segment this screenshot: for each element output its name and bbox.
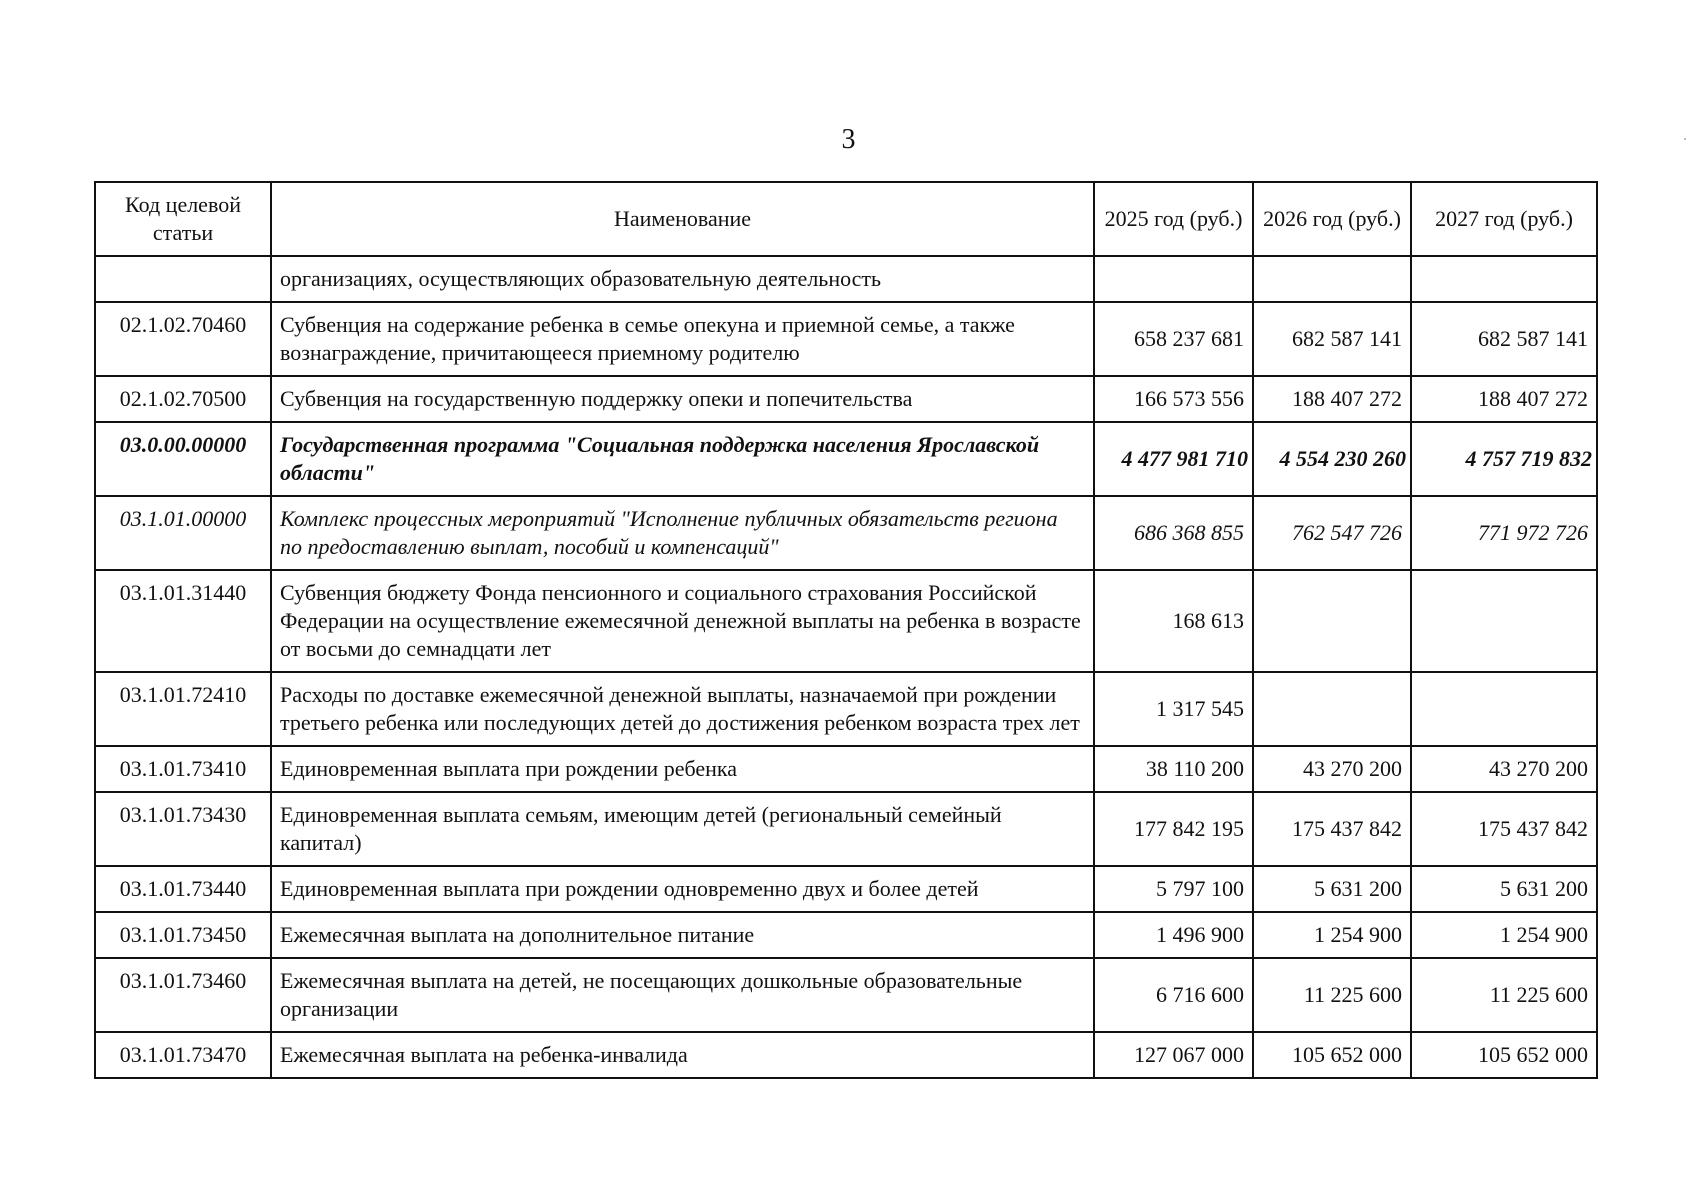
- row-value-2027: 4 757 719 832: [1411, 422, 1597, 496]
- row-name: Субвенция на государственную поддержку опеки и попечительства: [271, 376, 1094, 422]
- row-name: Государственная программа "Социальная поддержка населения Ярославской области": [271, 422, 1094, 496]
- row-value-2027: 105 652 000: [1411, 1032, 1597, 1078]
- row-code: 03.1.01.73430: [95, 792, 271, 866]
- row-value-2026: 43 270 200: [1253, 746, 1411, 792]
- row-value-2026: 5 631 200: [1253, 866, 1411, 912]
- row-value-2026: 4 554 230 260: [1253, 422, 1411, 496]
- table-row: [95, 496, 1597, 570]
- row-name: Субвенция на содержание ребенка в семье опекуна и приемной семье, а также вознаграждение, причитающееся приемному родителю: [271, 302, 1094, 376]
- row-value-2026: 762 547 726: [1253, 496, 1411, 570]
- header-2026: 2026 год (руб.): [1253, 182, 1411, 256]
- row-code: [95, 256, 271, 302]
- header-2027: 2027 год (руб.): [1411, 182, 1597, 256]
- row-value-2025: 1 317 545: [1094, 672, 1253, 746]
- header-2025: 2025 год (руб.): [1094, 182, 1253, 256]
- row-code: 03.1.01.00000: [95, 496, 271, 570]
- row-name: Ежемесячная выплата на детей, не посещающих дошкольные образовательные организации: [271, 958, 1094, 1032]
- row-value-2026: [1253, 256, 1411, 302]
- table-row: [95, 422, 1597, 496]
- row-code: 02.1.02.70500: [95, 376, 271, 422]
- row-value-2026: 682 587 141: [1253, 302, 1411, 376]
- row-name: Субвенция бюджету Фонда пенсионного и социального страхования Российской Федерации на осуществление ежемесячной денежной выплаты на ребенка в возрасте от восьми до семнадцати лет: [271, 570, 1094, 672]
- row-value-2026: [1253, 570, 1411, 672]
- row-name: Единовременная выплата при рождении одновременно двух и более детей: [271, 866, 1094, 912]
- row-code: 03.1.01.73440: [95, 866, 271, 912]
- row-value-2027: 11 225 600: [1411, 958, 1597, 1032]
- row-value-2026: 11 225 600: [1253, 958, 1411, 1032]
- row-value-2025: 177 842 195: [1094, 792, 1253, 866]
- header-code: Код целевой статьи: [95, 182, 271, 256]
- row-value-2027: 43 270 200: [1411, 746, 1597, 792]
- row-value-2025: 5 797 100: [1094, 866, 1253, 912]
- table-row: [95, 570, 1597, 672]
- row-code: 03.1.01.73460: [95, 958, 271, 1032]
- row-code: 03.0.00.00000: [95, 422, 271, 496]
- row-value-2025: 168 613: [1094, 570, 1253, 672]
- row-value-2027: 771 972 726: [1411, 496, 1597, 570]
- row-value-2027: 175 437 842: [1411, 792, 1597, 866]
- row-value-2027: [1411, 256, 1597, 302]
- row-value-2025: 127 067 000: [1094, 1032, 1253, 1078]
- row-name: Ежемесячная выплата на ребенка-инвалида: [271, 1032, 1094, 1078]
- row-value-2026: 175 437 842: [1253, 792, 1411, 866]
- table-row: [95, 746, 1597, 792]
- row-value-2025: 6 716 600: [1094, 958, 1253, 1032]
- table-row: [95, 866, 1597, 912]
- row-code: 03.1.01.73410: [95, 746, 271, 792]
- table-row: [95, 792, 1597, 866]
- table-body: [95, 256, 1597, 1078]
- table-row: [95, 376, 1597, 422]
- table-row: [95, 912, 1597, 958]
- row-value-2027: 1 254 900: [1411, 912, 1597, 958]
- row-value-2025: 686 368 855: [1094, 496, 1253, 570]
- budget-table: [94, 181, 1598, 1079]
- row-name: организациях, осуществляющих образовательную деятельность: [271, 256, 1094, 302]
- row-name: Единовременная выплата при рождении ребенка: [271, 746, 1094, 792]
- row-value-2026: 188 407 272: [1253, 376, 1411, 422]
- row-value-2026: 1 254 900: [1253, 912, 1411, 958]
- table-row: [95, 302, 1597, 376]
- row-value-2027: [1411, 672, 1597, 746]
- row-name: Ежемесячная выплата на дополнительное питание: [271, 912, 1094, 958]
- row-code: 03.1.01.73470: [95, 1032, 271, 1078]
- header-row: [95, 182, 1597, 256]
- table-header: [95, 182, 1597, 256]
- table-row: [95, 672, 1597, 746]
- page-number: 3: [841, 124, 856, 155]
- row-value-2027: 188 407 272: [1411, 376, 1597, 422]
- row-value-2025: 658 237 681: [1094, 302, 1253, 376]
- row-name: Комплекс процессных мероприятий "Исполнение публичных обязательств региона по предоставлению выплат, пособий и компенсаций": [271, 496, 1094, 570]
- row-name: Расходы по доставке ежемесячной денежной выплаты, назначаемой при рождении третьего ребенка или последующих детей до достижения ребенком возраста трех лет: [271, 672, 1094, 746]
- table-row: [95, 958, 1597, 1032]
- row-value-2025: 166 573 556: [1094, 376, 1253, 422]
- row-value-2025: 38 110 200: [1094, 746, 1253, 792]
- header-name: Наименование: [271, 182, 1094, 256]
- row-value-2025: 4 477 981 710: [1094, 422, 1253, 496]
- row-value-2027: 682 587 141: [1411, 302, 1597, 376]
- table-row: [95, 1032, 1597, 1078]
- row-value-2027: 5 631 200: [1411, 866, 1597, 912]
- row-value-2027: [1411, 570, 1597, 672]
- row-value-2026: [1253, 672, 1411, 746]
- table-row: [95, 256, 1597, 302]
- row-value-2026: 105 652 000: [1253, 1032, 1411, 1078]
- row-value-2025: 1 496 900: [1094, 912, 1253, 958]
- row-value-2025: [1094, 256, 1253, 302]
- row-code: 03.1.01.72410: [95, 672, 271, 746]
- row-code: 03.1.01.73450: [95, 912, 271, 958]
- row-code: 03.1.01.31440: [95, 570, 271, 672]
- row-code: 02.1.02.70460: [95, 302, 271, 376]
- row-name: Единовременная выплата семьям, имеющим детей (региональный семейный капитал): [271, 792, 1094, 866]
- scan-artifact: [1684, 138, 1686, 140]
